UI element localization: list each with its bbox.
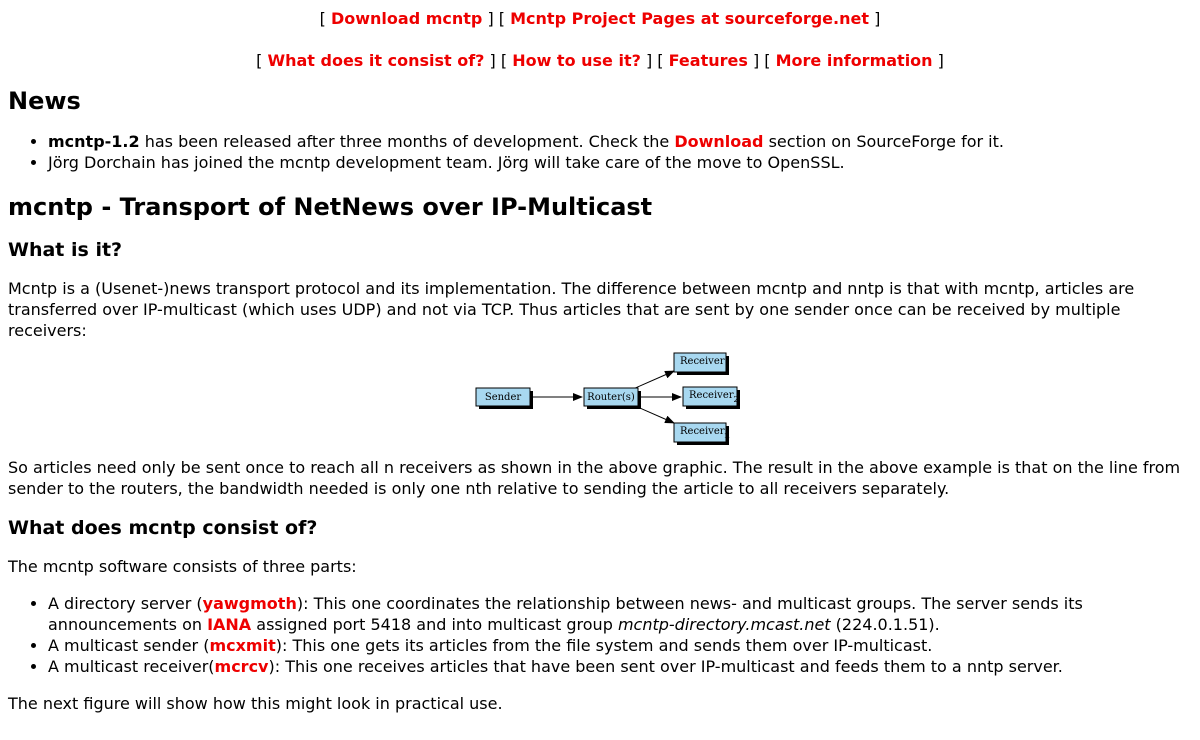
top-nav-row-2: [ What does it consist of? ] [ How to use it? ] [ Features ] [ More information ] — [256, 51, 944, 70]
iana-link[interactable]: IANA — [207, 615, 252, 634]
news-item-team: • Jörg Dorchain has joined the mcntp development team. Jörg will take care of the move to OpenSSL. — [48, 152, 1192, 173]
features-link[interactable]: Features — [668, 51, 748, 70]
what-is-it-paragraph: Mcntp is a (Usenet-)news transport protocol and its implementation. The difference between mcntp and nntp is that with mcntp, articles are transferred over IP-multicast (which uses UDP) and not via TCP. Thus articles that are sent by one sender once can be received by multiple receivers: — [8, 279, 1135, 340]
part-multicast-sender: • A multicast sender (mcxmit): This one gets its articles from the file system and sends them over IP-multicast. — [48, 635, 1192, 656]
receiver-n-sub: n — [724, 431, 730, 440]
receiver-2-label: Receiver — [689, 390, 734, 401]
receiver-1-sub: 1 — [724, 361, 730, 370]
parts-list — [8, 593, 1192, 677]
receiver-2-node — [683, 387, 740, 409]
router-node — [584, 388, 641, 409]
receiver-1-node — [674, 353, 730, 375]
receiver-2-sub: 2 — [733, 395, 739, 404]
news-list — [8, 131, 1192, 173]
news-download-link[interactable]: Download — [674, 132, 764, 151]
more-information-link[interactable]: More information — [775, 51, 933, 70]
sender-node — [476, 388, 533, 409]
sourceforge-project-link[interactable]: Mcntp Project Pages at sourceforge.net — [510, 9, 869, 28]
release-version: mcntp-1.2 — [48, 132, 140, 151]
consist-intro: The mcntp software consists of three parts: — [8, 557, 357, 576]
multicast-group-name: mcntp-directory.mcast.net — [617, 615, 831, 634]
mcxmit-link[interactable]: mcxmit — [209, 636, 276, 655]
receiver-n-label: Receiver — [680, 426, 725, 437]
after-diagram-paragraph: So articles need only be sent once to reach all n receivers as shown in the above graphic. The result in the above example is that on the line from sender to the routers, the bandwidth needed is only one nth relative to sending the article to all receivers separately. — [8, 458, 1181, 498]
mcrcv-link[interactable]: mcrcv — [214, 657, 269, 676]
sender-label: Sender — [484, 392, 522, 403]
multicast-diagram-svg — [464, 351, 754, 447]
page-title: mcntp - Transport of NetNews over IP-Multicast — [8, 193, 653, 221]
receiver-1-label: Receiver — [680, 356, 725, 367]
consist-of-heading: What does mcntp consist of? — [8, 517, 318, 539]
what-is-it-heading: What is it? — [8, 239, 123, 261]
news-heading: News — [8, 87, 81, 115]
receiver-n-node — [674, 423, 730, 445]
part-directory-server: • A directory server (yawgmoth): This one coordinates the relationship between news- and multicast groups. The server sends its announcements on IANA assigned port 5418 and into multicast group mcntp-directory.mcast.net (224.0.1.51). — [48, 593, 1192, 635]
multicast-diagram — [8, 351, 1192, 447]
top-nav-row-1: [ Download mcntp ] [ Mcntp Project Pages at sourceforge.net ] — [319, 9, 881, 28]
arrow-router-receiver-1 — [633, 371, 674, 389]
download-mcntp-link[interactable]: Download mcntp — [330, 9, 483, 28]
part-multicast-receiver: • A multicast receiver(mcrcv): This one receives articles that have been sent over IP-multicast and feeds them to a nntp server. — [48, 656, 1192, 677]
how-to-use-link[interactable]: How to use it? — [512, 51, 641, 70]
yawgmoth-link[interactable]: yawgmoth — [202, 594, 297, 613]
router-label: Router(s) — [587, 392, 635, 403]
news-item-release: • mcntp-1.2 has been released after three months of development. Check the Download section on SourceForge for it. — [48, 131, 1192, 152]
next-figure-paragraph: The next figure will show how this might look in practical use. — [8, 694, 503, 713]
consist-of-link[interactable]: What does it consist of? — [267, 51, 485, 70]
